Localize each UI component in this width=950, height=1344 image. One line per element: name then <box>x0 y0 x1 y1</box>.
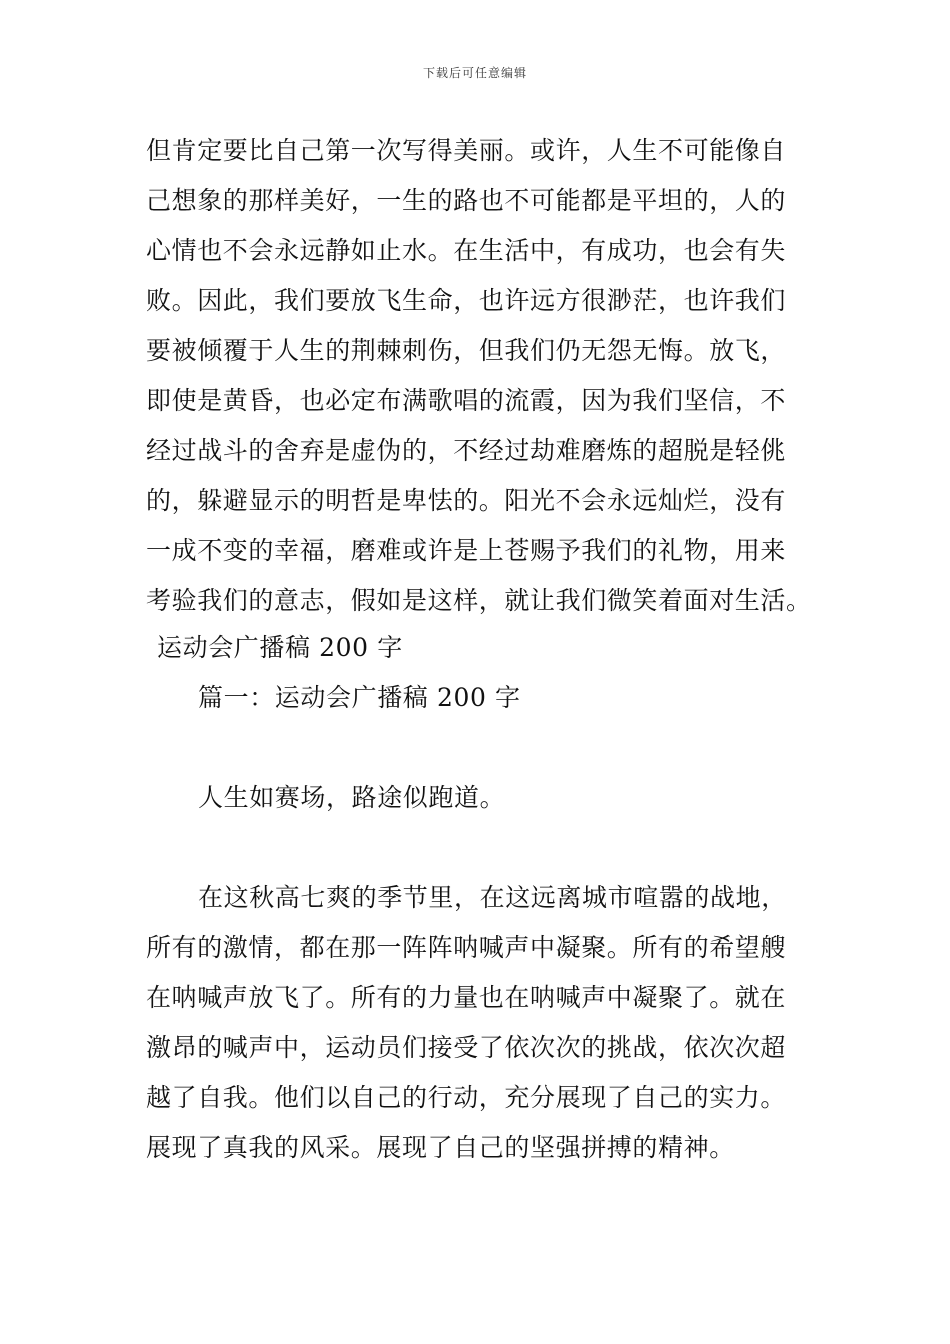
article-subtitle: 篇一：运动会广播稿 200 字 <box>198 683 521 712</box>
text-line: 但肯定要比自己第一次写得美丽。或许，人生不可能像自 <box>146 136 787 165</box>
text-line: 即使是黄昏，也必定布满歌唱的流霞，因为我们坚信，不 <box>146 386 787 415</box>
text-line: 败。因此，我们要放飞生命，也许远方很渺茫，也许我们 <box>146 286 787 315</box>
text-line: 的，躲避显示的明哲是卑怯的。阳光不会永远灿烂，没有 <box>146 486 787 515</box>
article-title: 运动会广播稿 200 字 <box>157 633 403 662</box>
text-line: 心情也不会永远静如止水。在生活中，有成功，也会有失 <box>146 236 787 265</box>
text-line: 在这秋高七爽的季节里，在这远离城市喧嚣的战地， <box>198 883 787 912</box>
text-line: 展现了真我的风采。展现了自己的坚强拼搏的精神。 <box>146 1133 735 1162</box>
intro-line: 人生如赛场，路途似跑道。 <box>198 783 506 812</box>
text-line: 越了自我。他们以自己的行动，充分展现了自己的实力。 <box>146 1083 787 1112</box>
text-line: 要被倾覆于人生的荆棘刺伤，但我们仍无怨无悔。放飞， <box>146 336 787 365</box>
text-line: 经过战斗的舍弃是虚伪的，不经过劫难磨炼的超脱是轻佻 <box>146 436 787 465</box>
text-line: 考验我们的意志，假如是这样，就让我们微笑着面对生活。 <box>146 586 812 615</box>
text-line: 激昂的喊声中，运动员们接受了依次次的挑战，依次次超 <box>146 1033 787 1062</box>
header-note: 下载后可任意编辑 <box>422 66 527 80</box>
text-line: 一成不变的幸福，磨难或许是上苍赐予我们的礼物，用来 <box>146 536 787 565</box>
text-line: 在呐喊声放飞了。所有的力量也在呐喊声中凝聚了。就在 <box>146 983 787 1012</box>
text-line: 所有的激情，都在那一阵阵呐喊声中凝聚。所有的希望艘 <box>146 933 787 962</box>
text-line: 己想象的那样美好，一生的路也不可能都是平坦的，人的 <box>146 186 787 215</box>
